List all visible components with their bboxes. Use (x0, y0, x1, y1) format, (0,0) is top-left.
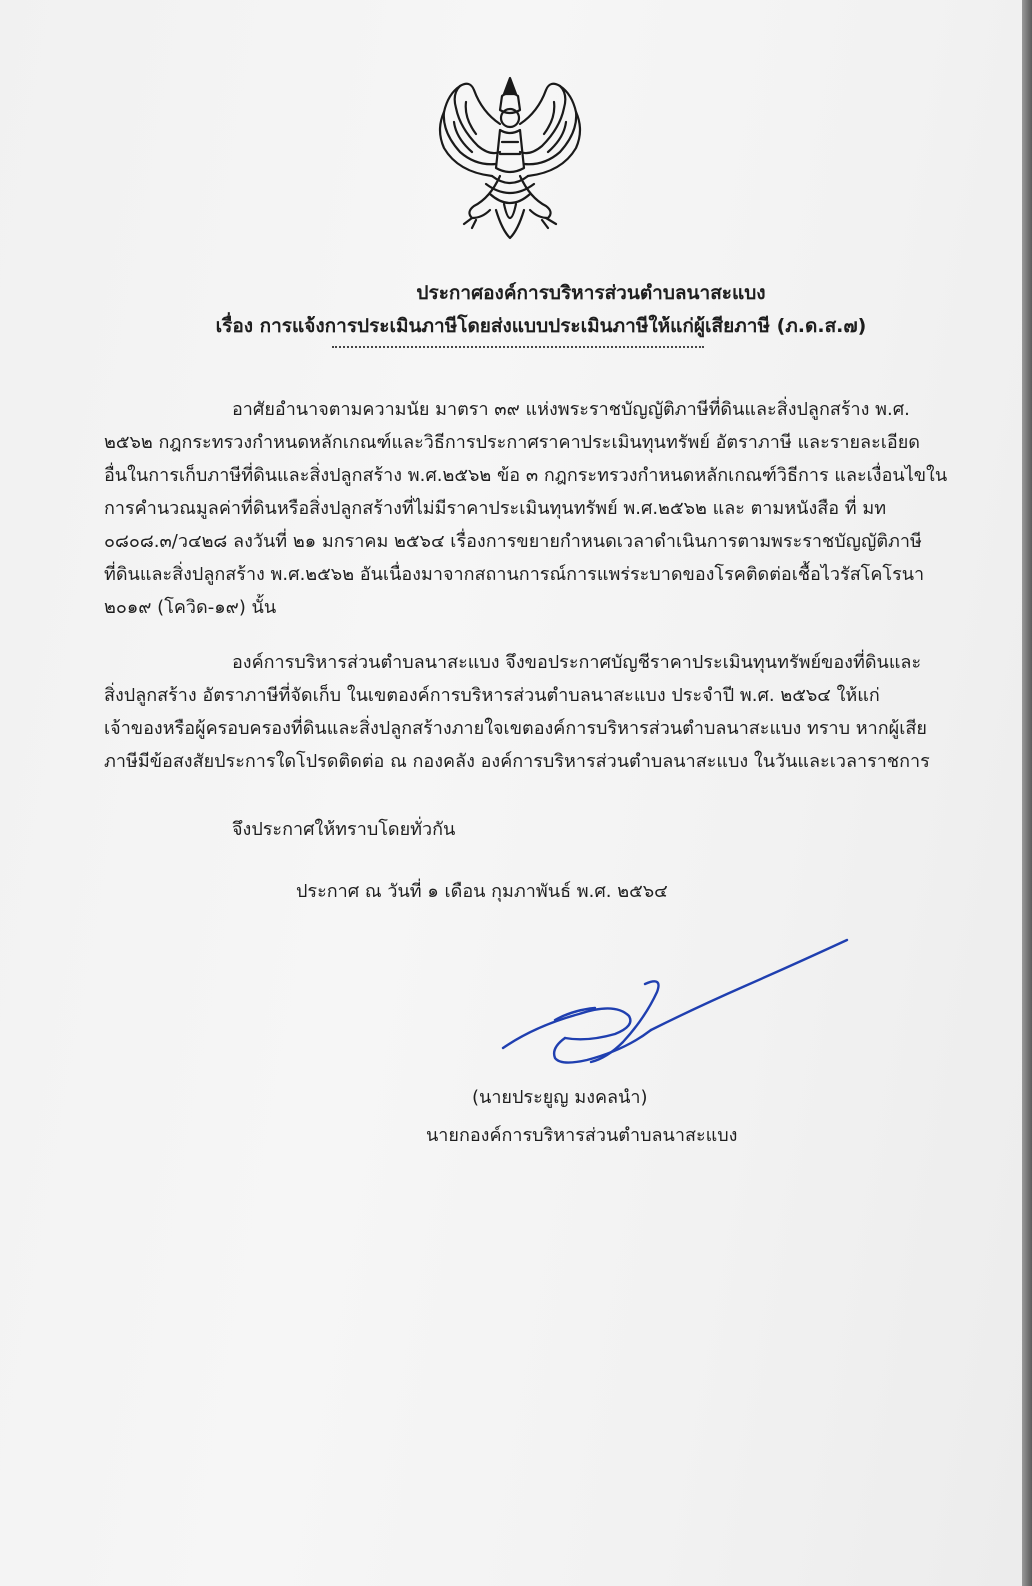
paragraph1-line: ที่ดินและสิ่งปลูกสร้าง พ.ศ.๒๕๖๒ อันเนื่องมาจากสถานการณ์การแพร่ระบาดของโรคติดต่อเชื้อไวรัสโคโรนา (104, 564, 925, 585)
signer-name: (นายประยูญ มงคลนำ) (472, 1087, 648, 1108)
handwritten-signature-icon (495, 930, 855, 1070)
paragraph1-line: การคำนวณมูลค่าที่ดินหรือสิ่งปลูกสร้างที่ไม่มีราคาประเมินทุนทรัพย์ พ.ศ.๒๕๖๒ และ ตามหนังสือ ที่ มท (104, 498, 887, 519)
dotted-divider (332, 346, 704, 348)
paragraph1-line: ๒๐๑๙ (โควิด-๑๙) นั้น (104, 597, 277, 618)
paragraph1-line: ๒๕๖๒ กฎกระทรวงกำหนดหลักเกณฑ์และวิธีการประกาศราคาประเมินทุนทรัพย์ อัตราภาษี และรายละเอียด (104, 432, 920, 453)
paragraph2-line: องค์การบริหารส่วนตำบลนาสะแบง จึงขอประกาศบัญชีราคาประเมินทุนทรัพย์ของที่ดินและ (232, 652, 922, 673)
closing-statement: จึงประกาศให้ทราบโดยทั่วกัน (232, 819, 456, 840)
signer-title: นายกองค์การบริหารส่วนตำบลนาสะแบง (426, 1125, 738, 1146)
announcement-subject: เรื่อง การแจ้งการประเมินภาษีโดยส่งแบบประเมินภาษีให้แก่ผู้เสียภาษี (ภ.ด.ส.๗) (215, 315, 867, 337)
garuda-emblem-icon (430, 72, 590, 244)
paragraph2-line: เจ้าของหรือผู้ครอบครองที่ดินและสิ่งปลูกสร้างภายใจเขตองค์การบริหารส่วนตำบลนาสะแบง ทราบ หากผู้เสีย (104, 718, 927, 739)
paragraph1-line: ๐๘๐๘.๓/ว๔๒๘ ลงวันที่ ๒๑ มกราคม ๒๕๖๔ เรื่องการขยายกำหนดเวลาดำเนินการตามพระราชบัญญัติภาษี (104, 531, 922, 552)
page-edge-shadow (1022, 0, 1032, 1586)
paragraph2-line: ภาษีมีข้อสงสัยประการใดโปรดติดต่อ ณ กองคลัง องค์การบริหารส่วนตำบลนาสะแบง ในวันและเวลาราชการ (104, 751, 930, 772)
paragraph1-line: อื่นในการเก็บภาษีที่ดินและสิ่งปลูกสร้าง พ.ศ.๒๕๖๒ ข้อ ๓ กฎกระทรวงกำหนดหลักเกณฑ์วิธีการ และเงื่อนไขใน (104, 465, 948, 486)
paragraph2-line: สิ่งปลูกสร้าง อัตราภาษีที่จัดเก็บ ในเขตองค์การบริหารส่วนตำบลนาสะแบง ประจำปี พ.ศ. ๒๕๖๔ ให้แก่ (104, 685, 880, 706)
paragraph1-line: อาศัยอำนาจตามความนัย มาตรา ๓๙ แห่งพระราชบัญญัติภาษีที่ดินและสิ่งปลูกสร้าง พ.ศ. (232, 399, 910, 420)
announcement-title: ประกาศองค์การบริหารส่วนตำบลนาสะแบง (416, 282, 766, 304)
announcement-date: ประกาศ ณ วันที่ ๑ เดือน กุมภาพันธ์ พ.ศ. ๒๕๖๔ (296, 881, 668, 902)
